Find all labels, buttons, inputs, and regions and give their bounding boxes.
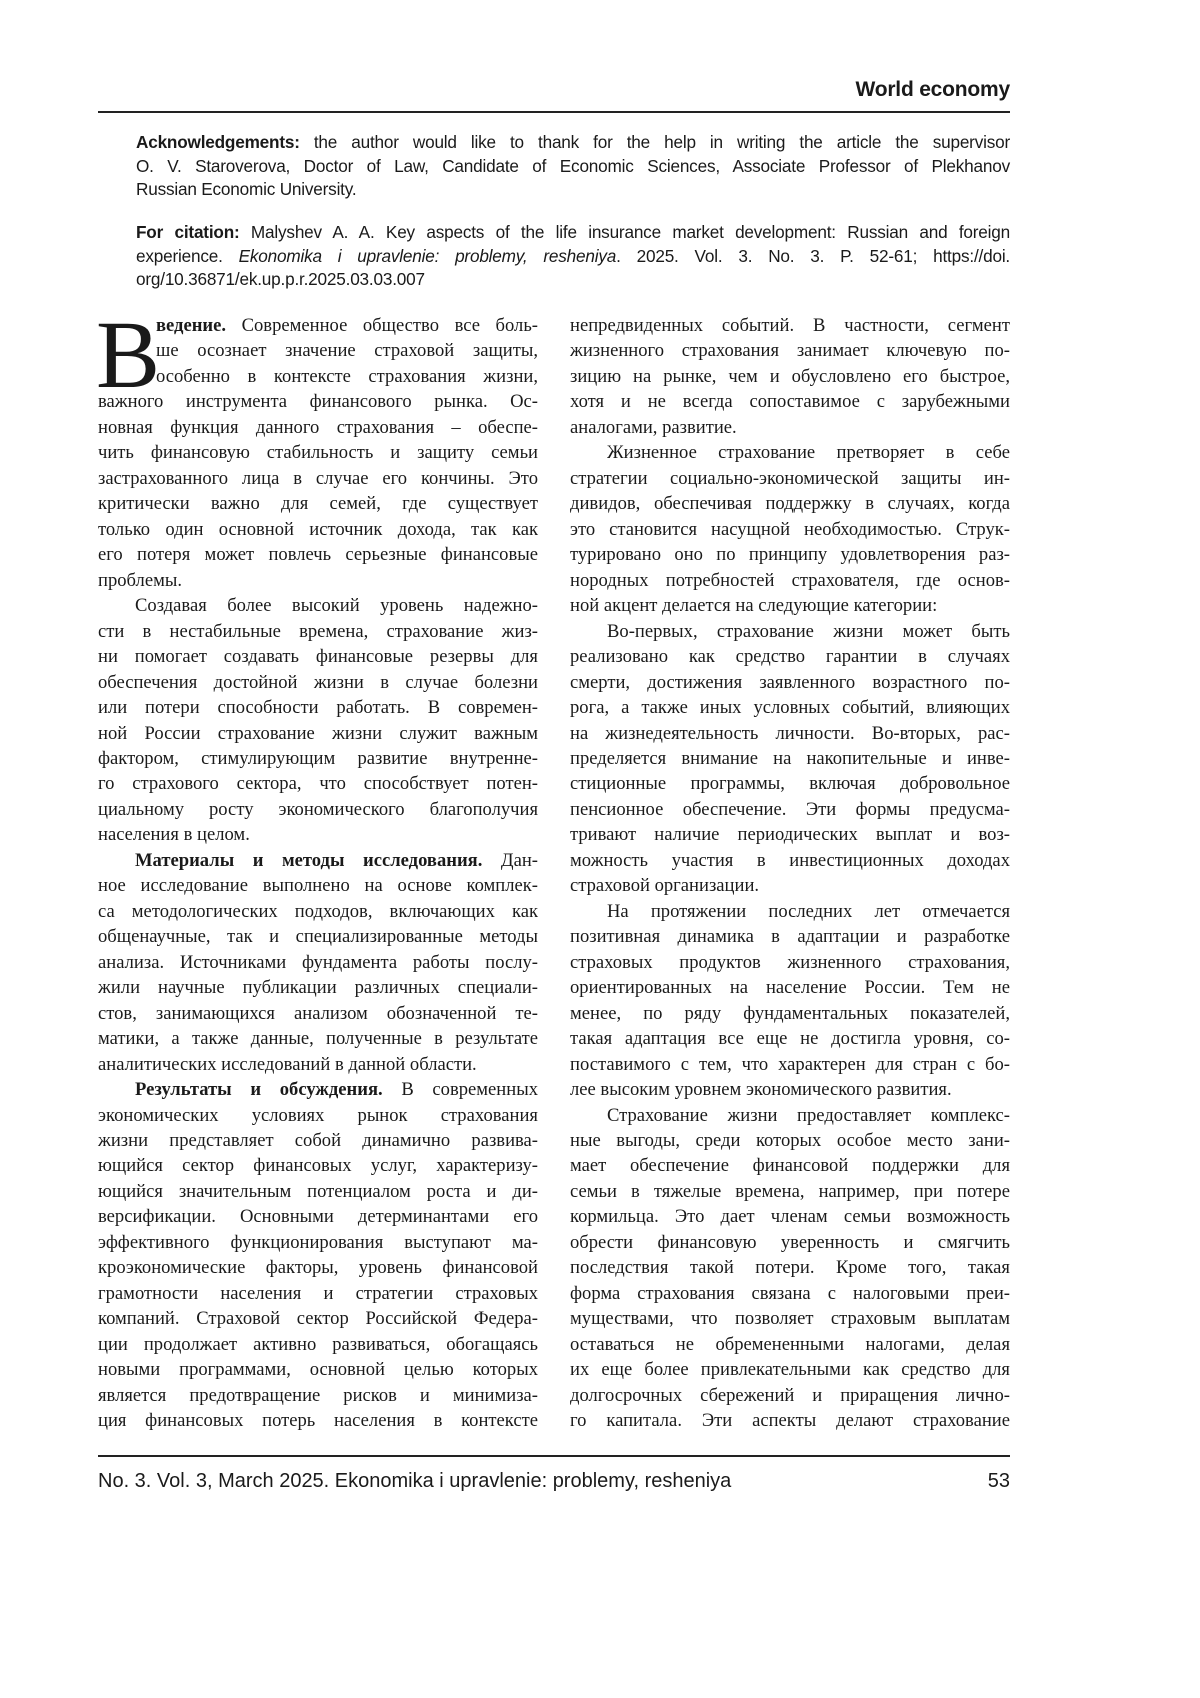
text-line bbox=[570, 1001, 1010, 1026]
text-line bbox=[98, 746, 538, 771]
line-text: Страхование жизни предоставляет комплекс- bbox=[607, 1105, 1010, 1126]
line-text: ни помогает создавать финансовые резервы для bbox=[98, 646, 538, 667]
line-text: ной России страхование жизни служит важным bbox=[98, 723, 538, 744]
line-text: это становится насущной необходимостью. Струк- bbox=[570, 519, 1010, 540]
line-text: является предотвращение рисков и минимиза- bbox=[98, 1385, 538, 1406]
section-heading: Результаты и обсуждения. bbox=[135, 1079, 383, 1100]
text-line bbox=[570, 568, 1010, 593]
text-line bbox=[98, 313, 538, 338]
text-line bbox=[98, 415, 538, 440]
line-text: хотя и не всегда сопоставимое с зарубежными bbox=[570, 391, 1010, 412]
line-text: стиционные программы, включая добровольное bbox=[570, 773, 1010, 794]
text-line bbox=[98, 670, 538, 695]
line-text: на жизнедеятельность личности. Во-вторых, рас- bbox=[570, 723, 1010, 744]
line-text: пенсионное обеспечение. Эти формы предусма- bbox=[570, 799, 1010, 820]
line-text: Создавая более высокий уровень надежно- bbox=[135, 595, 538, 616]
paragraph bbox=[570, 313, 1010, 440]
text-line bbox=[98, 1153, 538, 1178]
paragraph bbox=[98, 593, 538, 848]
line-text: ное исследование выполнено на основе комплек- bbox=[98, 875, 538, 896]
paragraph bbox=[98, 313, 538, 593]
page-number: 53 bbox=[988, 1470, 1010, 1493]
text-line bbox=[570, 466, 1010, 491]
footer-divider bbox=[98, 1455, 1010, 1457]
text-line bbox=[570, 822, 1010, 847]
line-text: кормильца. Это дает членам семьи возможность bbox=[570, 1206, 1010, 1227]
article-column-left bbox=[98, 313, 538, 1434]
text-line bbox=[570, 695, 1010, 720]
citation-text: experience. bbox=[136, 246, 239, 266]
line-text: долгосрочных сбережений и приращения лично- bbox=[570, 1385, 1010, 1406]
line-text: такая адаптация все еще не достигла уровня, со- bbox=[570, 1028, 1010, 1049]
text-line bbox=[570, 644, 1010, 669]
line-text: населения в целом. bbox=[98, 824, 250, 845]
line-text: его потеря может повлечь серьезные финансовые bbox=[98, 544, 538, 565]
citation-doi[interactable]: org/10.36871/ek.up.p.r.2025.03.03.007 bbox=[136, 268, 1010, 292]
line-text: муществами, что позволяет страховым выплатам bbox=[570, 1308, 1010, 1329]
line-text: важного инструмента финансового рынка. Ос- bbox=[98, 391, 538, 412]
text-line bbox=[98, 924, 538, 949]
article-column-right bbox=[570, 313, 1010, 1434]
line-text: жизни представляет собой динамично развива- bbox=[98, 1130, 538, 1151]
text-line bbox=[98, 1128, 538, 1153]
text-line bbox=[98, 1077, 538, 1102]
text-line bbox=[570, 1306, 1010, 1331]
text-line bbox=[570, 848, 1010, 873]
text-line bbox=[98, 975, 538, 1000]
text-line bbox=[98, 338, 538, 363]
line-text: чить финансовую стабильность и защиту семьи bbox=[98, 442, 538, 463]
text-line bbox=[98, 542, 538, 567]
text-line bbox=[570, 619, 1010, 644]
text-line bbox=[570, 1153, 1010, 1178]
line-text: тривают наличие периодических выплат и воз- bbox=[570, 824, 1010, 845]
text-line bbox=[570, 975, 1010, 1000]
text-line bbox=[570, 1179, 1010, 1204]
text-line bbox=[570, 1128, 1010, 1153]
line-text: На протяжении последних лет отмечается bbox=[607, 901, 1010, 922]
text-line bbox=[570, 746, 1010, 771]
acknowledgements-label: Acknowledgements: bbox=[136, 132, 300, 152]
text-line bbox=[98, 568, 538, 593]
line-text: лее высоким уровнем экономического развития. bbox=[570, 1079, 952, 1100]
line-text: ции продолжает активно развиваться, обогащаясь bbox=[98, 1334, 538, 1355]
citation-line bbox=[136, 245, 1010, 269]
citation-line bbox=[136, 221, 1010, 245]
line-text: менее, по ряду фундаментальных показателей, bbox=[570, 1003, 1010, 1024]
line-text: нородных потребностей страхователя, где основ- bbox=[570, 570, 1010, 591]
line-text: зицию на рынке, чем и обусловлено его быстрое, bbox=[570, 366, 1010, 387]
line-text: жили научные публикации различных специали- bbox=[98, 977, 538, 998]
text-line bbox=[98, 771, 538, 796]
text-line bbox=[98, 1332, 538, 1357]
paragraph bbox=[570, 899, 1010, 1103]
text-line bbox=[570, 338, 1010, 363]
line-text: проблемы. bbox=[98, 570, 182, 591]
line-text: или потери способности работать. В современ- bbox=[98, 697, 538, 718]
line-text: Дан- bbox=[482, 850, 538, 871]
text-line bbox=[98, 899, 538, 924]
line-text: го капитала. Эти аспекты делают страхование bbox=[570, 1410, 1010, 1431]
text-line bbox=[98, 593, 538, 618]
text-line bbox=[570, 1383, 1010, 1408]
line-text: са методологических подходов, включающих как bbox=[98, 901, 538, 922]
acknowledgements bbox=[136, 131, 1010, 202]
text-line bbox=[570, 542, 1010, 567]
text-line bbox=[570, 1204, 1010, 1229]
text-line bbox=[98, 466, 538, 491]
text-line bbox=[98, 848, 538, 873]
citation-doi-start: . 2025. Vol. 3. No. 3. P. 52-61; https://doi. bbox=[616, 246, 1010, 266]
line-text: ные выгоды, среди которых особое место зани- bbox=[570, 1130, 1010, 1151]
text-line bbox=[98, 721, 538, 746]
section-title: World economy bbox=[855, 78, 1010, 102]
line-text: сти в нестабильные времена, страхование жиз- bbox=[98, 621, 538, 642]
line-text: новная функция данного страхования – обеспе- bbox=[98, 417, 538, 438]
text-line bbox=[98, 1383, 538, 1408]
text-line bbox=[98, 822, 538, 847]
text-line bbox=[570, 1077, 1010, 1102]
acknowledgements-line: Russian Economic University. bbox=[136, 178, 1010, 202]
line-text: реализовано как средство гарантии в случаях bbox=[570, 646, 1010, 667]
line-text: их еще более привлекательными как средство для bbox=[570, 1359, 1010, 1380]
text-line bbox=[98, 1230, 538, 1255]
text-line bbox=[98, 695, 538, 720]
line-text: ной акцент делается на следующие категории: bbox=[570, 595, 937, 616]
line-text: обрести финансовую уверенность и смягчить bbox=[570, 1232, 1010, 1253]
line-text: ше осознает значение страховой защиты, bbox=[156, 340, 538, 361]
text-line bbox=[570, 389, 1010, 414]
text-line bbox=[570, 491, 1010, 516]
text-line bbox=[570, 440, 1010, 465]
line-text: Во-первых, страхование жизни может быть bbox=[607, 621, 1010, 642]
text-line bbox=[570, 1332, 1010, 1357]
text-line bbox=[570, 924, 1010, 949]
line-text: оставаться не обремененными налогами, делая bbox=[570, 1334, 1010, 1355]
line-text: можность участия в инвестиционных доходах bbox=[570, 850, 1010, 871]
text-line bbox=[570, 517, 1010, 542]
line-text: анализа. Источниками фундамента работы послу- bbox=[98, 952, 538, 973]
line-text: го страхового сектора, что способствует потен- bbox=[98, 773, 538, 794]
line-text: обеспечения достойной жизни в случае болезни bbox=[98, 672, 538, 693]
line-text: циальному росту экономического благополучия bbox=[98, 799, 538, 820]
line-text: версификации. Основными детерминантами его bbox=[98, 1206, 538, 1227]
paragraph bbox=[570, 440, 1010, 618]
text-line bbox=[570, 1281, 1010, 1306]
citation-label: For citation: bbox=[136, 222, 240, 242]
line-text: поставимого с тем, что характерен для стран с бо- bbox=[570, 1054, 1010, 1075]
text-line bbox=[98, 873, 538, 898]
text-line bbox=[98, 440, 538, 465]
line-text: Жизненное страхование претворяет в себе bbox=[607, 442, 1010, 463]
text-line bbox=[98, 517, 538, 542]
text-line bbox=[98, 1408, 538, 1433]
line-text: экономических условиях рынок страхования bbox=[98, 1105, 538, 1126]
text-line bbox=[98, 1103, 538, 1128]
line-text: ющийся сектор финансовых услуг, характеризу- bbox=[98, 1155, 538, 1176]
line-text: грамотности населения и стратегии страховых bbox=[98, 1283, 538, 1304]
text-line bbox=[98, 364, 538, 389]
text-line bbox=[98, 1306, 538, 1331]
paragraph bbox=[98, 1077, 538, 1434]
line-text: застрахованного лица в случае его кончины. Это bbox=[98, 468, 538, 489]
line-text: семьи в тяжелые времена, например, при потере bbox=[570, 1181, 1010, 1202]
line-text: ция финансовых потерь населения в контексте bbox=[98, 1410, 538, 1431]
text-line bbox=[98, 950, 538, 975]
text-line bbox=[98, 1026, 538, 1051]
text-line bbox=[570, 1357, 1010, 1382]
line-text: В современных bbox=[383, 1079, 538, 1100]
text-line bbox=[98, 491, 538, 516]
line-text: стов, занимающихся анализом обозначенной те- bbox=[98, 1003, 538, 1024]
line-text: жизненного страхования занимает ключевую по- bbox=[570, 340, 1010, 361]
text-line bbox=[570, 1230, 1010, 1255]
text-line bbox=[570, 721, 1010, 746]
paragraph bbox=[98, 848, 538, 1077]
text-line bbox=[98, 797, 538, 822]
text-line bbox=[570, 950, 1010, 975]
section-heading: Материалы и методы исследования. bbox=[135, 850, 482, 871]
line-text: дивидов, обеспечивая поддержку в случаях, когда bbox=[570, 493, 1010, 514]
text-line bbox=[98, 1179, 538, 1204]
text-line bbox=[98, 619, 538, 644]
acknowledgements-line bbox=[136, 131, 1010, 155]
citation-journal: Ekonomika i upravlenie: problemy, resheniya bbox=[239, 246, 617, 266]
line-text: фактором, стимулирующим развитие внутренне- bbox=[98, 748, 538, 769]
line-text: форма страхования связана с налоговыми преи- bbox=[570, 1283, 1010, 1304]
text-line bbox=[98, 1281, 538, 1306]
text-line bbox=[98, 1255, 538, 1280]
text-line bbox=[570, 415, 1010, 440]
text-line bbox=[98, 644, 538, 669]
text-line bbox=[570, 771, 1010, 796]
line-text: пределяется внимание на накопительные и инве- bbox=[570, 748, 1010, 769]
acknowledgements-text: the author would like to thank for the help in writing the article the supervisor bbox=[300, 132, 1010, 152]
line-text: непредвиденных событий. В частности, сегмент bbox=[570, 315, 1010, 336]
text-line bbox=[570, 899, 1010, 924]
line-text: ющийся значительным потенциалом роста и ди- bbox=[98, 1181, 538, 1202]
citation-text: Malyshev A. A. Key aspects of the life insurance market development: Russian and foreign bbox=[240, 222, 1010, 242]
text-line bbox=[570, 1255, 1010, 1280]
text-line bbox=[570, 873, 1010, 898]
text-line bbox=[570, 1408, 1010, 1433]
text-line bbox=[98, 389, 538, 414]
text-line bbox=[98, 1357, 538, 1382]
line-text: мает обеспечение финансовой поддержки для bbox=[570, 1155, 1010, 1176]
paragraph bbox=[570, 1103, 1010, 1434]
line-text: аналогами, развитие. bbox=[570, 417, 737, 438]
line-text: эффективного функционирования выступают ма- bbox=[98, 1232, 538, 1253]
paragraph bbox=[570, 619, 1010, 899]
line-text: аналитических исследований в данной области. bbox=[98, 1054, 477, 1075]
line-text: ориентированных на население России. Тем не bbox=[570, 977, 1010, 998]
text-line bbox=[570, 593, 1010, 618]
line-text: компаний. Страховой сектор Российской Федера- bbox=[98, 1308, 538, 1329]
section-heading: ведение. bbox=[156, 315, 226, 336]
text-line bbox=[570, 670, 1010, 695]
line-text: страховой организации. bbox=[570, 875, 759, 896]
line-text: особенно в контексте страхования жизни, bbox=[156, 366, 538, 387]
footer-journal-info: No. 3. Vol. 3, March 2025. Ekonomika i upravlenie: problemy, resheniya bbox=[98, 1470, 731, 1493]
line-text: Современное общество все боль- bbox=[226, 315, 538, 336]
line-text: позитивная динамика в адаптации и разработке bbox=[570, 926, 1010, 947]
line-text: рога, а также иных условных событий, влияющих bbox=[570, 697, 1010, 718]
line-text: общенаучные, так и специализированные методы bbox=[98, 926, 538, 947]
line-text: смерти, достижения заявленного возрастного по- bbox=[570, 672, 1010, 693]
text-line bbox=[570, 1052, 1010, 1077]
line-text: турировано оно по принципу удовлетворения раз- bbox=[570, 544, 1010, 565]
line-text: стратегии социально-экономической защиты ин- bbox=[570, 468, 1010, 489]
text-line bbox=[98, 1001, 538, 1026]
text-line bbox=[570, 1026, 1010, 1051]
text-line bbox=[570, 313, 1010, 338]
line-text: страховых продуктов жизненного страхования, bbox=[570, 952, 1010, 973]
header-divider bbox=[98, 111, 1010, 113]
text-line bbox=[98, 1052, 538, 1077]
text-line bbox=[570, 1103, 1010, 1128]
line-text: критически важно для семей, где существует bbox=[98, 493, 538, 514]
acknowledgements-line: O. V. Staroverova, Doctor of Law, Candidate of Economic Sciences, Associate Professor of Plekhanov bbox=[136, 155, 1010, 179]
line-text: матики, а также данные, полученные в результате bbox=[98, 1028, 538, 1049]
citation bbox=[136, 221, 1010, 292]
text-line bbox=[98, 1204, 538, 1229]
text-line bbox=[570, 364, 1010, 389]
line-text: только один основной источник дохода, так как bbox=[98, 519, 538, 540]
line-text: кроэкономические факторы, уровень финансовой bbox=[98, 1257, 538, 1278]
text-line bbox=[570, 797, 1010, 822]
line-text: последствия такой потери. Кроме того, такая bbox=[570, 1257, 1010, 1278]
drop-cap: В bbox=[96, 307, 160, 403]
line-text: новыми программами, основной целью которых bbox=[98, 1359, 538, 1380]
